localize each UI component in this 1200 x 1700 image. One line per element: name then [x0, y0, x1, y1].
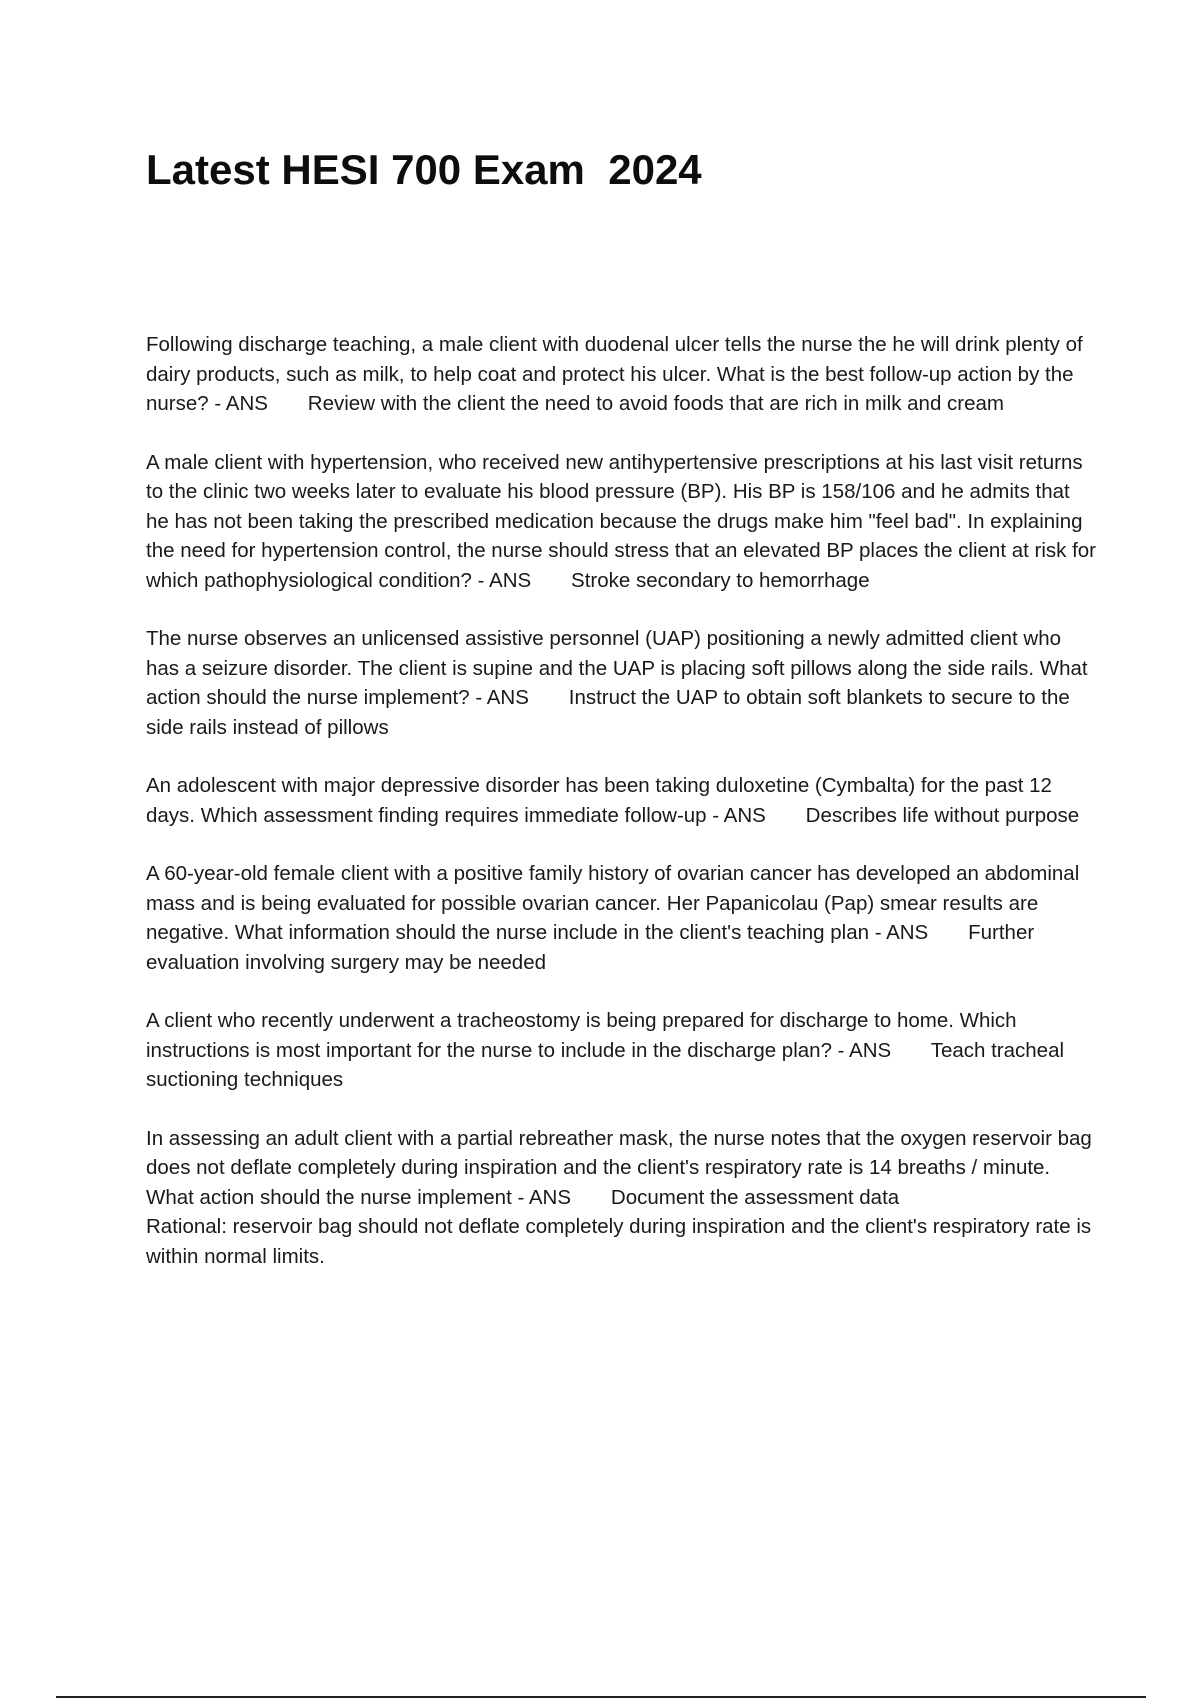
- qa-item: A client who recently underwent a tracheostomy is being prepared for discharge to home. Which instructions is most important for the nurse to include in the discharge plan? - ANS Teach tracheal suctioning techniques: [146, 1009, 1070, 1091]
- qa-item: An adolescent with major depressive disorder has been taking duloxetine (Cymbalta) for the past 12 days. Which assessment finding requires immediate follow-up - ANS Describes life without purpose: [146, 774, 1080, 827]
- page-bottom-divider: [56, 1696, 1146, 1698]
- qa-item: Following discharge teaching, a male client with duodenal ulcer tells the nurse the he will drink plenty of dairy products, such as milk, to help coat and protect his ulcer. What is the best follow-up action by the nurse? - ANS Review with the client the need to avoid foods that are rich in milk and cream: [146, 333, 1089, 415]
- question-answer-list: [146, 330, 1102, 1300]
- qa-item: A male client with hypertension, who received new antihypertensive prescriptions at his last visit returns to the clinic two weeks later to evaluate his blood pressure (BP). His BP is 158/106 and he admits that he has not been taking the prescribed medication because the drugs make him "feel bad". In explaining the need for hypertension control, the nurse should stress that an elevated BP places the client at risk for which pathophysiological condition? - ANS Stroke secondary to hemorrhage: [146, 450, 1102, 592]
- document-title: Latest HESI 700 Exam 2024: [146, 146, 702, 193]
- qa-item: A 60-year-old female client with a positive family history of ovarian cancer has developed an abdominal mass and is being evaluated for possible ovarian cancer. Her Papanicolau (Pap) smear results are negative. What information should the nurse include in the client's teaching plan - ANS Further evaluation involving surgery may be needed: [146, 862, 1085, 974]
- qa-item: The nurse observes an unlicensed assistive personnel (UAP) positioning a newly admitted client who has a seizure disorder. The client is supine and the UAP is placing soft pillows along the side rails. What action should the nurse implement? - ANS Instruct the UAP to obtain soft blankets to secure to the side rails instead of pillows: [146, 627, 1094, 739]
- qa-item: In assessing an adult client with a partial rebreather mask, the nurse notes that the oxygen reservoir bag does not deflate completely during inspiration and the client's respiratory rate is 14 breaths / minute. What action should the nurse implement - ANS Document the assessment data Rational: reservoir bag should not deflate completely during inspiration and the client's respiratory rate is within normal limits.: [146, 1126, 1092, 1268]
